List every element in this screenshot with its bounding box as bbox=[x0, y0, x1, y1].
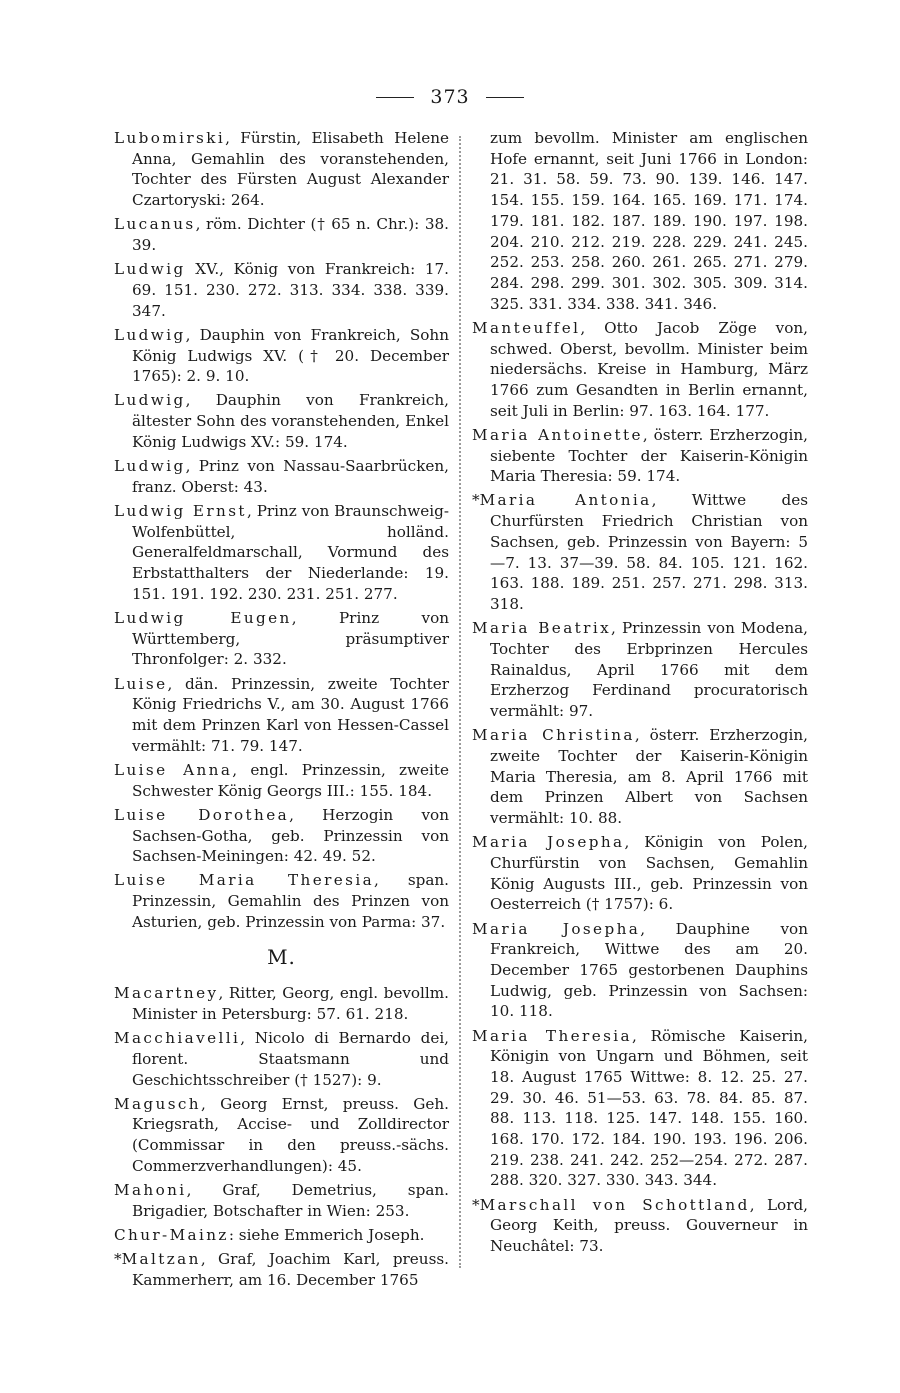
entry-text: , Georg Ernst, preuss. Geh. Kriegsrath, Accise- und Zolldirector (Commissar in den preuss.-sächs. Commerzverhandlungen): 45. bbox=[132, 1094, 449, 1175]
entry-name: Ludwig bbox=[114, 391, 186, 410]
index-entry bbox=[114, 259, 449, 321]
right-entries bbox=[472, 318, 808, 1257]
entry-name: Maria Theresia bbox=[472, 1026, 632, 1045]
entry-name: Luise Maria Theresia bbox=[114, 871, 375, 890]
section-letter: M. bbox=[267, 944, 296, 969]
entry-name: Luise Anna bbox=[114, 760, 233, 779]
entry-name: Ludwig bbox=[114, 457, 186, 476]
entry-text: , dän. Prinzessin, zweite Tochter König Friedrichs V., am 30. August 1766 mit dem Prinzen Karl von Hessen-Cassel vermählt: 71. 79. 147. bbox=[132, 674, 449, 755]
index-entry bbox=[114, 983, 449, 1024]
entry-text: , Prinz von Württemberg, präsumptiver Thronfolger: 2. 332. bbox=[132, 608, 449, 669]
entry-name: Ludwig bbox=[114, 325, 186, 344]
asterisk-mark: * bbox=[472, 1195, 480, 1214]
entry-text: , Fürstin, Elisabeth Helene Anna, Gemahlin des voranstehenden, Tochter des Fürsten August Alexander Czartoryski: 264. bbox=[132, 129, 449, 210]
entry-text: , Ritter, Georg, engl. bevollm. Minister in Petersburg: 57. 61. 218. bbox=[132, 984, 449, 1023]
page-number: 373 bbox=[430, 86, 470, 108]
entry-text: , österr. Erzherzogin, siebente Tochter der Kaiserin-Königin Maria Theresia: 59. 174. bbox=[490, 425, 808, 486]
asterisk-mark: * bbox=[114, 1250, 122, 1269]
entry-name: Luise bbox=[114, 674, 168, 693]
index-entry bbox=[472, 832, 808, 915]
entry-name: Luise Dorothea bbox=[114, 805, 290, 824]
index-entry bbox=[472, 1195, 808, 1257]
index-entry bbox=[472, 318, 808, 422]
entry-name: Maria Christina bbox=[472, 726, 635, 745]
entry-name: Macchiavelli bbox=[114, 1029, 241, 1048]
entry-name: Lucanus bbox=[114, 215, 196, 234]
continued-entry: zum bevollm. Minister am englischen Hofe ernannt, seit Juni 1766 in London: 21. 31. 58. 59. 73. 90. 139. 146. 147. 154. 155. 159. 164. 165. 169. 171. 174. 179. 181. 182. 187. 189. 190. 197. 198. 204. 210. 212. 219. 228. 229. 241. 245. 252. 253. 258. 260. 261. 265. 271. 279. 284. 298. 299. 301. 302. 305. 309. 314. 325. 331. 334. 338. 341. 346. bbox=[490, 129, 808, 313]
entry-text: , engl. Prinzessin, zweite Schwester König Georgs III.: 155. 184. bbox=[132, 760, 449, 800]
index-entry bbox=[114, 760, 449, 801]
page-header bbox=[0, 86, 900, 108]
entry-text: , österr. Erzherzogin, zweite Tochter der Kaiserin-Königin Maria Theresia, am 8. April 1766 mit dem Prinzen Albert von Sachsen vermählt: 10. 88. bbox=[490, 726, 808, 827]
entry-name: Mahoni bbox=[114, 1181, 187, 1200]
entry-text: , Lord, Georg Keith, preuss. Gouverneur in Neuchâtel: 73. bbox=[490, 1195, 809, 1256]
entry-name: Marschall von Schottland bbox=[479, 1195, 750, 1214]
entry-name: Magusch bbox=[114, 1094, 201, 1113]
entry-text: , röm. Dichter († 65 n. Chr.): 38. 39. bbox=[132, 215, 449, 255]
column-divider bbox=[459, 136, 461, 1268]
left-entries-after bbox=[114, 983, 449, 1290]
entry-name: Maltzan bbox=[121, 1250, 201, 1269]
entry-name: Chur-Mainz bbox=[114, 1225, 229, 1244]
header-rule-right bbox=[486, 97, 524, 98]
right-column bbox=[472, 128, 808, 1260]
entry-name: Ludwig Eugen bbox=[114, 608, 292, 627]
entry-text: , Dauphine von Frankreich, Wittwe des am 20. December 1765 gestorbenen Dauphins Ludwig, geb. Prinzessin von Sachsen: 10. 118. bbox=[490, 919, 808, 1021]
index-entry bbox=[472, 425, 808, 487]
left-entries-before bbox=[114, 128, 449, 933]
index-entry bbox=[472, 490, 808, 614]
entry-text: , Graf, Demetrius, span. Brigadier, Botschafter in Wien: 253. bbox=[132, 1181, 449, 1220]
index-entry bbox=[114, 501, 449, 605]
left-column bbox=[114, 128, 449, 1294]
entry-text: , Herzogin von Sachsen-Gotha, geb. Prinzessin von Sachsen-Meiningen: 42. 49. 52. bbox=[132, 805, 449, 866]
entry-name: Lubomirski bbox=[114, 129, 226, 147]
entry-text: , Dauphin von Frankreich, Sohn König Ludwigs XV. († 20. December 1765): 2. 9. 10. bbox=[132, 325, 449, 386]
index-entry bbox=[114, 390, 449, 452]
entry-text: , span. Prinzessin, Gemahlin des Prinzen von Asturien, geb. Prinzessin von Parma: 37. bbox=[132, 871, 450, 931]
index-entry bbox=[114, 805, 449, 867]
entry-text: , Königin von Polen, Churfürstin von Sachsen, Gemahlin König Augusts III., geb. Prinzessin von Oesterreich († 1757): 6. bbox=[490, 833, 808, 914]
entry-text: , Dauphin von Frankreich, ältester Sohn des voranstehenden, Enkel König Ludwigs XV.: 59. 174. bbox=[132, 391, 449, 451]
index-entry bbox=[114, 128, 449, 211]
index-entry bbox=[114, 608, 449, 670]
entry-text: , Otto Jacob Zöge von, schwed. Oberst, bevollm. Minister beim niedersächs. Kreise in Hamburg, März 1766 zum Gesandten in Berlin ernannt, seit Juli in Berlin: 97. 163. 164. 177. bbox=[490, 318, 808, 420]
header-rule-left bbox=[376, 97, 414, 98]
index-entry bbox=[114, 1028, 449, 1090]
entry-name: Macartney bbox=[114, 984, 219, 1003]
entry-text: , Nicolo di Bernardo dei, florent. Staatsmann und Geschichtsschreiber († 1527): 9. bbox=[132, 1029, 449, 1089]
entry-name: Maria Josepha bbox=[472, 833, 625, 852]
index-entry bbox=[472, 618, 808, 722]
entry-text: , Wittwe des Churfürsten Friedrich Christian von Sachsen, geb. Prinzessin von Bayern: 5—7. 13. 37—39. 58. 84. 105. 121. 162. 163. 188. 189. 251. 257. 271. 298. 313. 318. bbox=[490, 491, 808, 613]
index-entry bbox=[114, 325, 449, 387]
entry-name: Ludwig Ernst bbox=[114, 501, 247, 520]
entry-name: Maria Antoinette bbox=[472, 425, 643, 444]
index-entry bbox=[114, 1094, 449, 1177]
index-entry bbox=[472, 919, 808, 1023]
index-entry bbox=[114, 1249, 449, 1290]
entry-text: , Römische Kaiserin, Königin von Ungarn und Böhmen, seit 18. August 1765 Wittwe: 8. 12. 25. 27. 29. 30. 46. 51—53. 63. 78. 84. 85. 87. 88. 113. 118. 125. 147. 148. 155. 160. 168. 170. 172. 184. 190. 193. 196. 206. 219. 238. 241. 242. 252—254. 272. 287. 288. 320. 327. 330. 343. 344. bbox=[490, 1026, 809, 1190]
index-entry bbox=[472, 1026, 808, 1192]
index-entry bbox=[114, 456, 449, 497]
index-entry bbox=[114, 1180, 449, 1221]
entry-text: , Prinzessin von Modena, Tochter des Erbprinzen Hercules Rainaldus, April 1766 mit dem Erzherzog Ferdinand procuratorisch vermählt: 97. bbox=[490, 619, 809, 720]
index-entry bbox=[472, 725, 808, 829]
entry-name: Manteuffel bbox=[472, 318, 581, 337]
entry-name: Ludwig bbox=[114, 260, 186, 279]
entry-name: Maria Antonia bbox=[479, 491, 652, 510]
index-entry bbox=[114, 1225, 449, 1246]
entry-text: : siehe Emmerich Joseph. bbox=[228, 1225, 425, 1244]
entry-name: Maria Beatrix bbox=[472, 619, 612, 638]
index-entry bbox=[114, 214, 449, 255]
entry-text: , Prinz von Nassau-Saarbrücken, franz. Oberst: 43. bbox=[132, 457, 449, 496]
index-entry bbox=[114, 870, 449, 932]
entry-text: , Graf, Joachim Karl, preuss. Kammerherr, am 16. December 1765 bbox=[132, 1250, 449, 1289]
entry-name: Maria Josepha bbox=[472, 919, 641, 938]
asterisk-mark: * bbox=[472, 491, 480, 510]
entry-text: XV., König von Frankreich: 17. 69. 151. 230. 272. 313. 334. 338. 339. 347. bbox=[132, 260, 449, 320]
index-entry bbox=[114, 674, 449, 757]
entry-text: , Prinz von Braunschweig-Wolfenbüttel, holländ. Generalfeldmarschall, Vormund des Erbstatthalters der Niederlande: 19. 151. 191. 192. 230. 231. 251. 277. bbox=[132, 501, 449, 603]
